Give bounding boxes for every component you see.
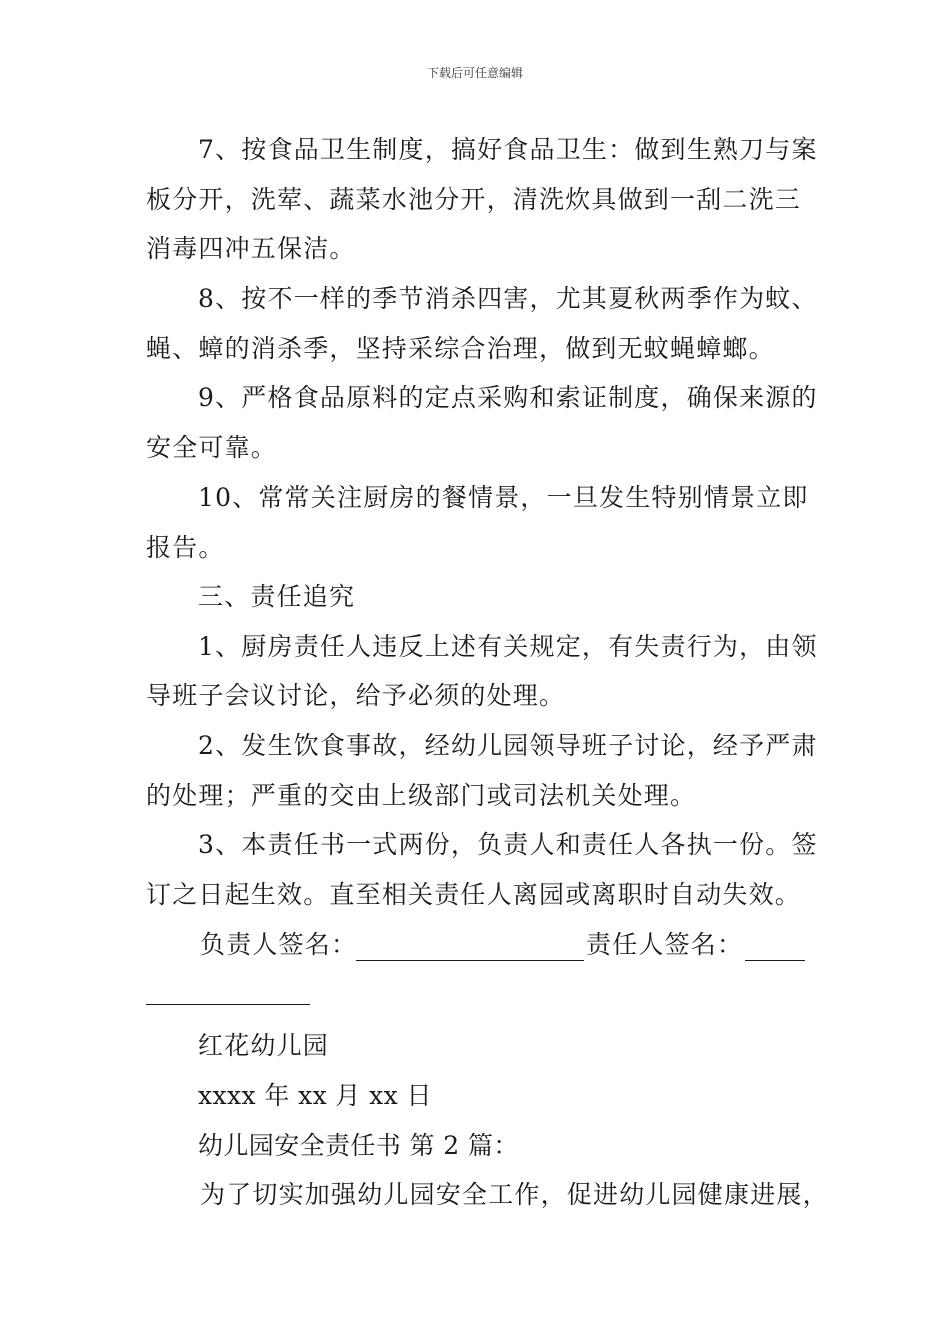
responsible-signature-blank: [745, 960, 805, 961]
leader-signature-blank: [356, 960, 584, 961]
paragraph-line: 7、按食品卫生制度，搞好食品卫生：做到生熟刀与案: [198, 135, 818, 164]
paragraph-line: 安全可靠。: [146, 433, 278, 462]
section-heading: 三、责任追究: [198, 582, 356, 611]
paragraph-line: 8、按不一样的季节消杀四害，尤其夏秋两季作为蚊、: [198, 284, 818, 313]
paragraph-line: 为了切实加强幼儿园安全工作，促进幼儿园健康进展，: [200, 1180, 829, 1209]
paragraph-line: 2、发生饮食事故，经幼儿园领导班子讨论，经予严肃: [198, 731, 818, 760]
document-date: xxxx 年 xx 月 xx 日: [198, 1081, 432, 1110]
paragraph-line: 蝇、蟑的消杀季，坚持采综合治理，做到无蚊蝇蟑螂。: [146, 334, 775, 363]
kindergarten-name: 红花幼儿园: [198, 1031, 330, 1060]
responsible-signature-blank-continued: [146, 1004, 310, 1005]
paragraph-line: 9、严格食品原料的定点采购和索证制度，确保来源的: [198, 383, 818, 412]
paragraph-line: 1、厨房责任人违反上述有关规定，有失责行为，由领: [198, 632, 818, 661]
leader-signature-label: 负责人签名：: [200, 930, 358, 959]
paragraph-line: 导班子会议讨论，给予必须的处理。: [146, 681, 566, 710]
responsible-signature-label: 责任人签名：: [586, 930, 744, 959]
page-header: 下载后可任意编辑: [426, 66, 523, 80]
paragraph-line: 订之日起生效。直至相关责任人离园或离职时自动失效。: [146, 880, 802, 909]
paragraph-line: 板分开，洗荤、蔬菜水池分开，清洗炊具做到一刮二洗三: [146, 185, 802, 214]
paragraph-line: 消毒四冲五保洁。: [146, 234, 356, 263]
paragraph-line: 10、常常关注厨房的餐情景，一旦发生特别情景立即: [198, 483, 809, 512]
next-article-title: 幼儿园安全责任书 第 2 篇：: [198, 1131, 519, 1160]
paragraph-line: 3、本责任书一式两份，负责人和责任人各执一份。签: [198, 830, 818, 859]
paragraph-line: 的处理；严重的交由上级部门或司法机关处理。: [146, 781, 697, 810]
paragraph-line: 报告。: [146, 533, 225, 562]
